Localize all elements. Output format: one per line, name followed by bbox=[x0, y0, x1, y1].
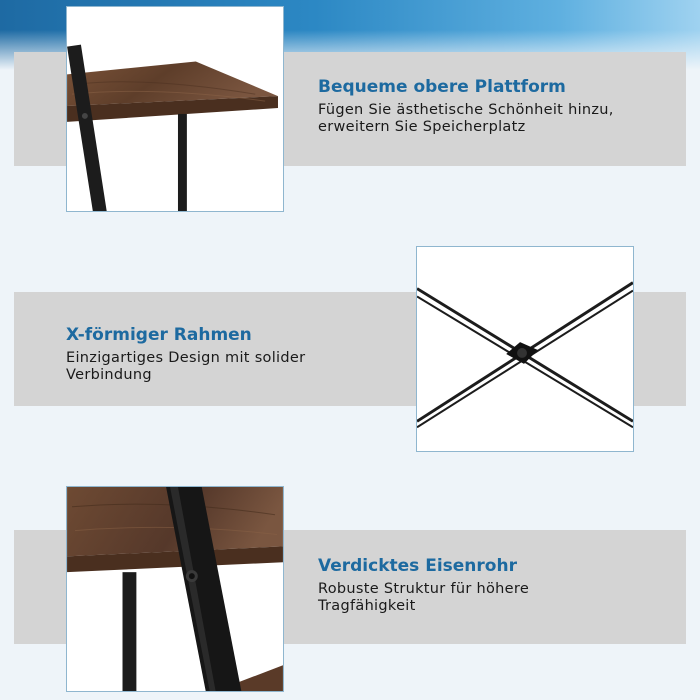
x-frame-crossbar-photo bbox=[416, 246, 634, 452]
feature-title: Bequeme obere Plattform bbox=[318, 77, 566, 97]
feature-title: Verdicktes Eisenrohr bbox=[318, 556, 517, 576]
feature-description-line: erweitern Sie Speicherplatz bbox=[318, 119, 526, 135]
feature-title: X-förmiger Rahmen bbox=[66, 325, 252, 345]
feature-top-platform bbox=[318, 76, 614, 136]
feature-iron-tube bbox=[318, 555, 529, 615]
feature-description bbox=[318, 102, 614, 136]
feature-description-line: Verbindung bbox=[66, 367, 152, 383]
feature-description-line: Tragfähigkeit bbox=[318, 598, 416, 614]
feature-x-frame bbox=[66, 324, 305, 384]
feature-description bbox=[318, 581, 529, 615]
feature-description bbox=[66, 350, 305, 384]
top-platform-shelf-photo bbox=[66, 6, 284, 212]
feature-description-line: Robuste Struktur für höhere bbox=[318, 581, 530, 597]
feature-description-line: Fügen Sie ästhetische Schönheit hinzu, bbox=[318, 102, 614, 118]
thick-iron-tube-photo bbox=[66, 486, 284, 692]
feature-description-line: Einzigartiges Design mit solider bbox=[66, 350, 306, 366]
